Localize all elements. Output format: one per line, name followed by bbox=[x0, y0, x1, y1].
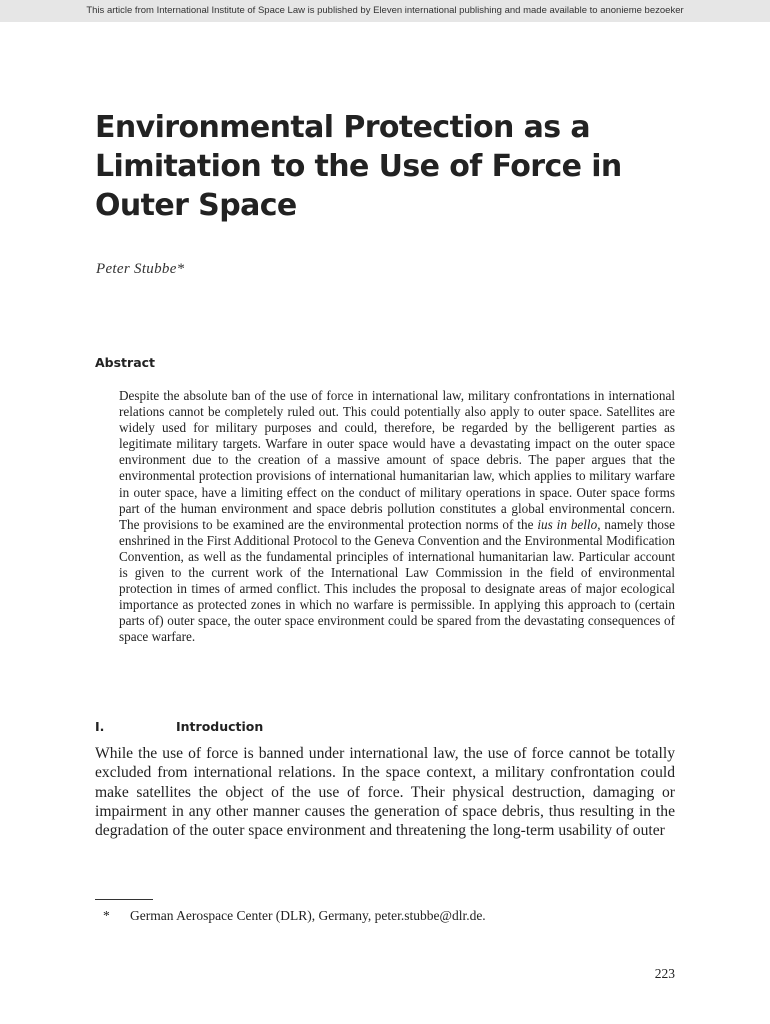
section-body-text: While the use of force is banned under international law, the use of force cannot be totally excluded from international relations. In the space context, a military confrontation could make satellites the object of the use of force. Their physical destruction, damaging or impairment in any other manner causes the generation of space debris, thus resulting in the degradation of the outer space environment and threatening the long-term usability of outer bbox=[95, 745, 675, 840]
footnote-text: German Aerospace Center (DLR), Germany, peter.stubbe@dlr.de. bbox=[130, 908, 486, 923]
abstract-text bbox=[119, 388, 675, 646]
section-number: I. bbox=[95, 719, 105, 734]
abstract-text-part-2: , namely those enshrined in the First Additional Protocol to the Geneva Convention and the Environmental Modification Convention, as well as the fundamental principles of international humanitarian law. Particular account is given to the current work of the International Law Commission in the field of environmental protection in times of armed conflict. This includes the proposal to designate areas of major ecological importance as protected zones in which no warfare is permissible. In applying this approach to (certain parts of) outer space, the outer space environment could be spared from the devastating consequences of space warfare. bbox=[119, 516, 675, 645]
abstract-text-part-1: Despite the absolute ban of the use of force in international law, military confrontations in international relations cannot be completely ruled out. This could potentially also apply to outer space. Satellites are widely used for military purposes and could, therefore, be regarded by the belligerent parties as legitimate military targets. Warfare in outer space would have a devastating impact on the outer space environment due to the creation of a massive amount of space debris. The paper argues that the environmental protection provisions of international humanitarian law, which applies to military warfare in outer space, have a limiting effect on the conduct of military operations in space. Outer space forms part of the human environment and space debris pollution constitutes a global environmental concern. The provisions to be examined are the environmental protection norms of the bbox=[119, 388, 675, 532]
footnote-divider bbox=[95, 899, 153, 900]
abstract-heading: Abstract bbox=[95, 355, 156, 370]
article-author: Peter Stubbe* bbox=[96, 261, 185, 277]
footnote bbox=[103, 908, 486, 924]
page-number: 223 bbox=[654, 966, 675, 981]
article-title: Environmental Protection as a Limitation to the Use of Force in Outer Space bbox=[95, 110, 622, 223]
footnote-marker: * bbox=[103, 908, 110, 923]
publisher-banner-text: This article from International Institute of Space Law is published by Eleven international publishing and made available to anonieme bezoeker bbox=[86, 5, 684, 16]
section-title: Introduction bbox=[176, 719, 264, 734]
abstract-italic-term: ius in bello bbox=[537, 516, 598, 532]
publisher-banner bbox=[0, 0, 770, 22]
